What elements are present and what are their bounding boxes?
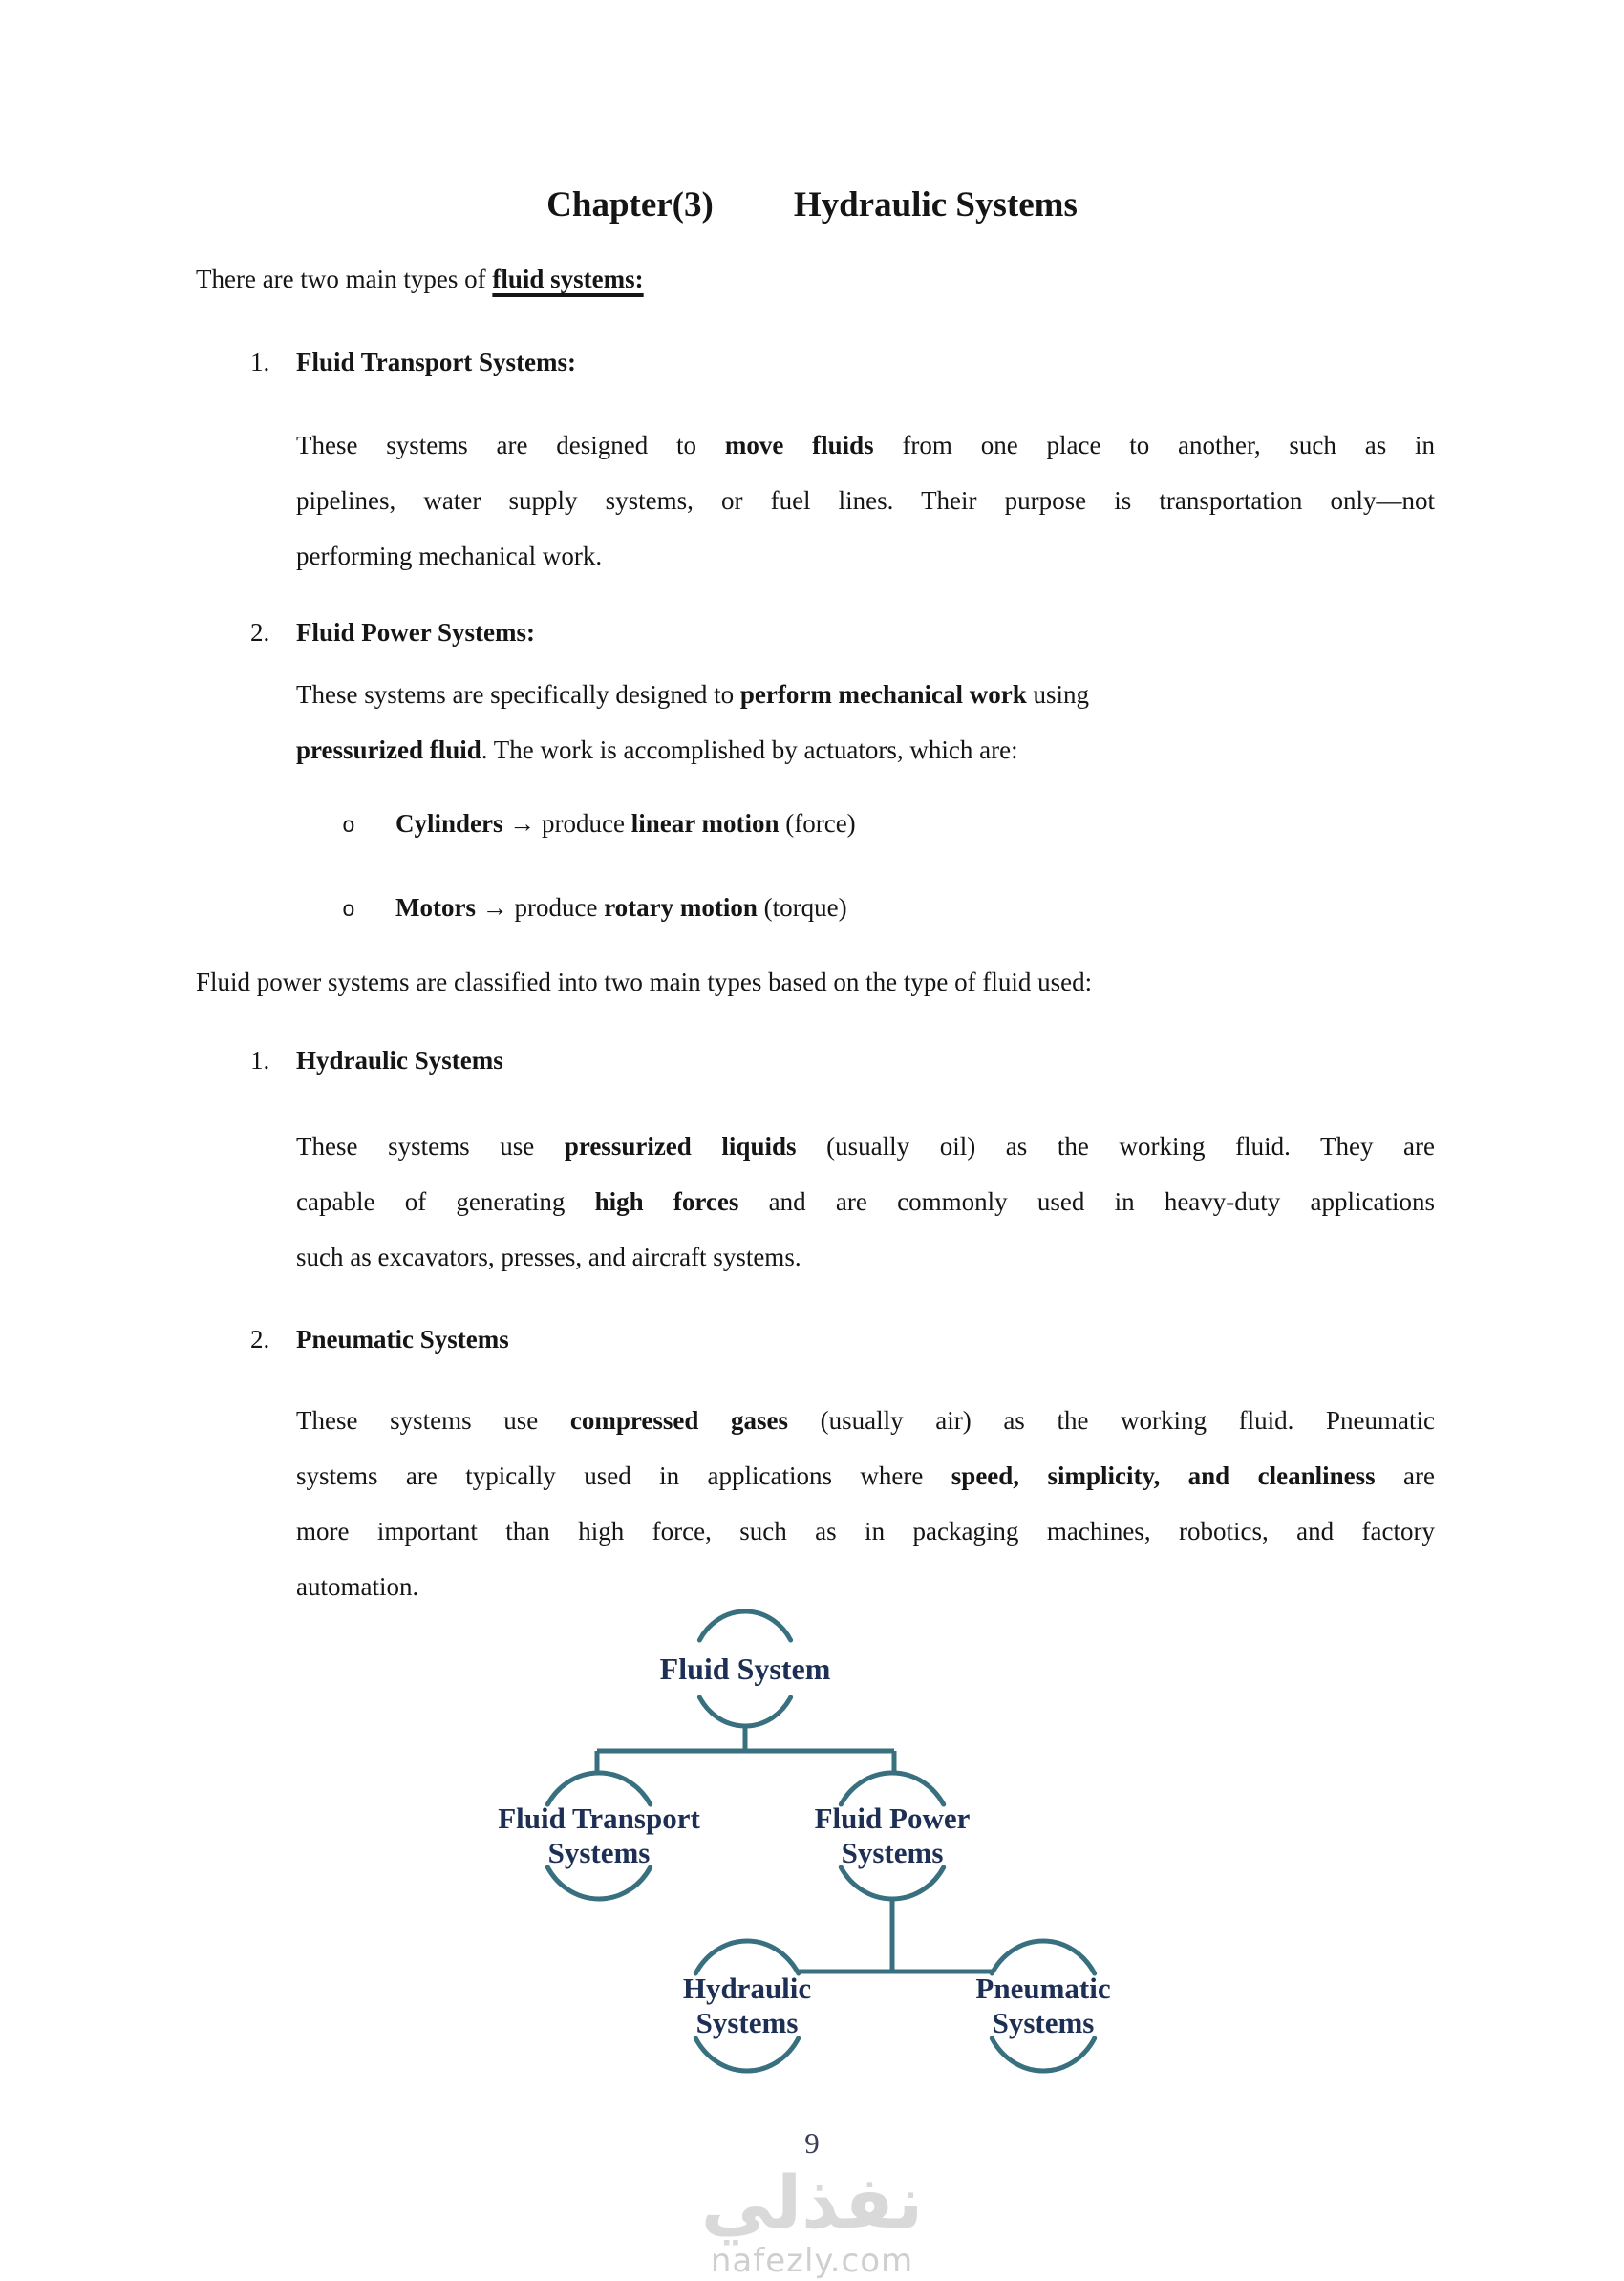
list-number: 2.: [250, 1325, 270, 1354]
text-segment: These systems are specifically designed to: [296, 680, 740, 709]
bullet-marker: o: [342, 814, 355, 839]
node-arc-top-pneumatic-systems: [992, 1941, 1094, 1973]
node-arc-top-fluid-power-systems: [841, 1773, 943, 1804]
node-label-line: Hydraulic: [682, 1972, 812, 2005]
diagram-node-pneumatic-systems: [975, 1972, 1110, 2040]
diagram-node-hydraulic-systems: [683, 1972, 811, 2040]
text-segment: move fluids: [724, 431, 874, 459]
text-segment: (usually oil) as the working fluid. They are: [796, 1132, 1436, 1161]
section-2-paragraph: [296, 667, 1435, 778]
text-segment: and are commonly used in heavy-duty applications: [738, 1187, 1435, 1216]
text-segment: systems are typically used in applications where: [296, 1461, 951, 1490]
text-segment: These systems use: [296, 1132, 565, 1161]
paragraph-line: [296, 1503, 1435, 1559]
text-segment: These systems use: [296, 1406, 570, 1435]
fluid-type-2-heading: [250, 1320, 509, 1358]
heading-text: Hydraulic Systems: [296, 1046, 503, 1075]
section-2-heading: [250, 613, 535, 651]
paragraph-line: [296, 417, 1435, 473]
chapter-subject: Hydraulic Systems: [793, 185, 1078, 224]
text-segment: There are two main types of: [196, 265, 493, 293]
text-segment: rotary motion: [604, 893, 758, 922]
bullet-marker: o: [342, 898, 355, 923]
node-arc-bottom-fluid-system: [699, 1697, 790, 1726]
text-segment: using: [1026, 680, 1090, 709]
text-segment: . The work is accomplished by actuators, which are:: [481, 735, 1018, 764]
paragraph-line: [296, 1119, 1435, 1174]
node-label-line: Systems: [841, 1836, 944, 1869]
list-number: 1.: [250, 1046, 270, 1075]
text-segment: compressed gases: [569, 1406, 788, 1435]
watermark-logo: نفذلي: [700, 2160, 924, 2245]
paragraph-line: [296, 722, 1435, 778]
chapter-label: Chapter(3): [546, 185, 714, 224]
text-segment: more important than high force, such as in packaging machines, robotics, and factory: [296, 1517, 1435, 1546]
list-number: 1.: [250, 348, 270, 376]
node-label-line: Systems: [992, 2006, 1095, 2039]
text-segment: (torque): [757, 893, 847, 922]
node-arc-top-fluid-transport-systems: [547, 1773, 650, 1804]
node-label-line: Systems: [547, 1836, 651, 1869]
text-segment: pressurized fluid: [296, 735, 481, 764]
text-segment: fluid systems:: [492, 265, 644, 293]
section-1-paragraph: [296, 417, 1435, 584]
text-segment: Cylinders: [395, 809, 503, 838]
text-segment: perform mechanical work: [739, 680, 1027, 709]
paragraph-line: [296, 1393, 1435, 1448]
text-segment: from one place to another, such as in: [873, 431, 1435, 459]
node-arc-bottom-fluid-transport-systems: [547, 1867, 650, 1899]
paragraph-line: [296, 528, 1435, 584]
node-label-line: Systems: [695, 2006, 799, 2039]
text-segment: high forces: [594, 1187, 739, 1216]
text-segment: → produce: [475, 893, 605, 922]
page-number: 9: [804, 2126, 820, 2160]
heading-text: Fluid Power Systems:: [296, 618, 535, 647]
fluid-type-2-paragraph: [296, 1393, 1435, 1614]
text-segment: pressurized liquids: [564, 1132, 797, 1161]
classification-line: Fluid power systems are classified into two main types based on the type of fluid used:: [196, 968, 1093, 996]
bullet-item: [342, 888, 847, 929]
fluid-type-1-heading: [250, 1041, 503, 1079]
text-segment: such as excavators, presses, and aircraft systems.: [296, 1243, 801, 1271]
node-arc-bottom-pneumatic-systems: [992, 2038, 1094, 2071]
heading-text: Fluid Transport Systems:: [296, 348, 577, 376]
intro-line: [196, 260, 644, 298]
text-segment: Motors: [395, 893, 476, 922]
text-segment: performing mechanical work.: [296, 542, 603, 570]
heading-text: Pneumatic Systems: [296, 1325, 509, 1354]
diagram-node-fluid-transport-systems: [498, 1801, 700, 1870]
diagram-node-fluid-system: [660, 1652, 831, 1686]
node-label-line: Fluid Transport: [498, 1801, 700, 1835]
paragraph-line: [296, 1229, 1435, 1285]
paragraph-line: [296, 1559, 1435, 1614]
text-segment: → produce: [502, 809, 631, 838]
text-segment: automation.: [296, 1572, 419, 1601]
list-number: 2.: [250, 618, 270, 647]
fluid-type-1-paragraph: [296, 1119, 1435, 1285]
bullet-item: [342, 804, 856, 845]
text-segment: These systems are designed to: [296, 431, 725, 459]
watermark-site: nafezly.com: [710, 2242, 914, 2280]
node-arc-bottom-fluid-power-systems: [841, 1867, 943, 1899]
node-label-line: Fluid System: [659, 1652, 831, 1686]
bullet-text: [395, 893, 847, 922]
paragraph-line: [296, 1448, 1435, 1503]
text-segment: speed, simplicity, and cleanliness: [951, 1461, 1376, 1490]
text-segment: linear motion: [630, 809, 780, 838]
diagram-node-fluid-power-systems: [815, 1801, 971, 1870]
bullet-text: [395, 809, 856, 838]
section-1-heading: [250, 343, 576, 381]
paragraph-line: [296, 667, 1435, 722]
text-segment: capable of generating: [296, 1187, 595, 1216]
text-segment: are: [1375, 1461, 1435, 1490]
node-arc-top-fluid-system: [699, 1611, 790, 1640]
page-title: [0, 184, 1624, 226]
paragraph-line: [296, 473, 1435, 528]
node-label-line: Fluid Power: [814, 1801, 971, 1835]
text-segment: (usually air) as the working fluid. Pneumatic: [787, 1406, 1436, 1435]
text-segment: pipelines, water supply systems, or fuel lines. Their purpose is transportation only—not: [296, 486, 1435, 515]
node-arc-top-hydraulic-systems: [695, 1941, 798, 1973]
node-label-line: Pneumatic: [975, 1972, 1111, 2005]
paragraph-line: [296, 1174, 1435, 1229]
text-segment: (force): [779, 809, 856, 838]
node-arc-bottom-hydraulic-systems: [695, 2038, 798, 2071]
